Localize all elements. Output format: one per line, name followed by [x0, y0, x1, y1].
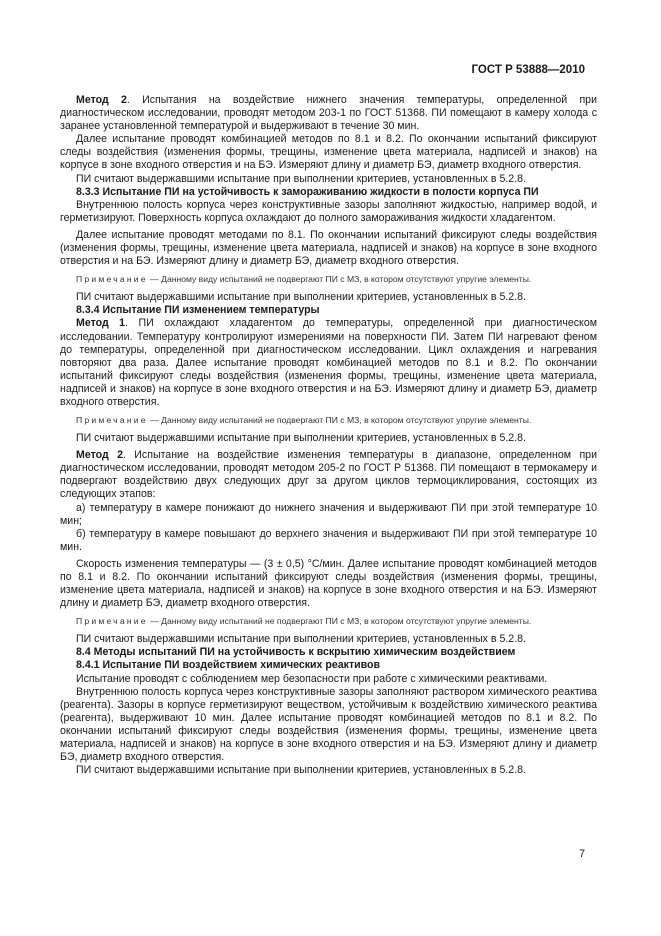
criteria-paragraph: ПИ считают выдержавшими испытание при выполнении критериев, установленных в 5.2.8.: [76, 291, 526, 304]
paragraph-text: . ПИ охлаждают хладагентом до температуры, определенной при диагностическом исследовании. Температуру контролируют измерениями на поверхности ПИ. Затем ПИ нагревают феном до температуры, определенной при диагностическом исследовании. Цикл охлаждения и нагревания повторяют два раза. Далее испытание проводят комбинацией методов по 8.1 и 8.2. По окончании испытаний фиксируют следы воздействия (изменения формы, трещины, изменение цвета материала, надписей и знаков) на корпусе в зоне входного отверстия и на БЭ. Измеряют длину и диаметр БЭ, диаметр входного отверстия.: [60, 317, 597, 408]
section-heading-8-4: 8.4 Методы испытаний ПИ на устойчивость к вскрытию химическим воздействием: [76, 646, 516, 659]
note-label: Примечание: [76, 274, 148, 285]
criteria-paragraph: ПИ считают выдержавшими испытание при выполнении критериев, установленных в 5.2.8.: [76, 172, 526, 185]
note-label: Примечание: [76, 616, 148, 627]
method2-change-paragraph: [60, 449, 597, 501]
list-item-b: б) температуру в камере повышают до верхнего значения и выдерживают ПИ при этой температуре 10 мин.: [60, 527, 597, 553]
method-label: Метод 2: [76, 449, 123, 462]
paragraph: Внутреннюю полость корпуса через конструктивные зазоры заполняют раствором химического реактива (реагента). Зазоры в корпусе герметизируют веществом, устойчивым к воздействию химического реактива (реагента), выдерживают 10 мин. Далее испытание проводят комбинацией методов по 8.1 и 8.2. По окончании испытаний фиксируют следы воздействия (изменения формы, трещины, изменение цвета материала, надписей и знаков) на корпусе в зоне входного отверстия и на БЭ. Измеряют длину и диаметр БЭ, диаметр входного отверстия.: [60, 685, 597, 764]
document-code: ГОСТ Р 53888—2010: [471, 64, 585, 76]
note: [60, 273, 597, 285]
note: [60, 414, 597, 426]
method-label: Метод 1: [76, 317, 126, 330]
page-body: [60, 94, 597, 777]
note-text: — Данному виду испытаний не подвергают ПИ с МЗ, в котором отсутствуют упругие элементы.: [147, 274, 532, 285]
paragraph: Внутреннюю полость корпуса через конструктивные зазоры заполняют жидкостью, например водой, и герметизируют. Поверхность корпуса охлаждают до полного замораживания жидкости хладагентом.: [60, 198, 597, 224]
paragraph: Скорость изменения температуры — (3 ± 0,5) °С/мин. Далее испытание проводят комбинацией методов по 8.1 и 8.2. По окончании испытаний фиксируют следы воздействия (изменения формы, трещины, изменение цвета материала, надписей и знаков) на корпусе в зоне входного отверстия и на БЭ. Измеряют длину и диаметр БЭ, диаметр входного отверстия.: [60, 557, 597, 610]
section-heading-8-3-3: 8.3.3 Испытание ПИ на устойчивость к замораживанию жидкости в полости корпуса ПИ: [76, 185, 539, 198]
method-label: Метод 2: [76, 94, 127, 106]
criteria-paragraph: ПИ считают выдержавшими испытание при выполнении критериев, установленных в 5.2.8.: [76, 633, 526, 646]
criteria-paragraph: ПИ считают выдержавшими испытание при выполнении критериев, установленных в 5.2.8.: [76, 432, 526, 445]
paragraph: Далее испытание проводят комбинацией методов по 8.1 и 8.2. По окончании испытаний фиксируют следы воздействия (изменения формы, трещины, изменение цвета материала, надписей и знаков) на корпусе в зоне входного отверстия и на БЭ. Измеряют длину и диаметр БЭ, диаметр входного отверстия.: [60, 133, 597, 172]
criteria-paragraph: ПИ считают выдержавшими испытание при выполнении критериев, установленных в 5.2.8.: [76, 764, 526, 777]
paragraph-text: . Испытания на воздействие нижнего значения температуры, определенной при диагностическом исследовании, проводят методом 203-1 по ГОСТ 51368. ПИ помещают в камеру холода с заранее установленной температурой и выдерживают в течение 30 мин.: [60, 94, 597, 133]
method1-paragraph: [60, 317, 597, 409]
section-heading-8-4-1: 8.4.1 Испытание ПИ воздействием химических реактивов: [76, 659, 381, 672]
note-text: — Данному виду испытаний не подвергают ПИ с МЗ, в котором отсутствуют упругие элементы.: [147, 616, 532, 627]
paragraph: Испытание проводят с соблюдением мер безопасности при работе с химическими реактивами.: [76, 672, 548, 685]
note-label: Примечание: [76, 415, 148, 426]
paragraph: Далее испытание проводят методами по 8.1. По окончании испытаний фиксируют следы воздействия (изменения формы, трещины, изменение цвета материала, надписей и знаков) на корпусе в зоне входного отверстия и на БЭ. Измеряют длину и диаметр БЭ, диаметр входного отверстия.: [60, 228, 597, 268]
note-text: — Данному виду испытаний не подвергают ПИ с МЗ, в котором отсутствуют упругие элементы.: [147, 415, 532, 426]
paragraph-text: . Испытание на воздействие изменения температуры в диапазоне, определенном при диагностическом исследовании, проводят методом 205-2 по ГОСТ Р 51368. ПИ помещают в термокамеру и подвергают воздействию двух следующих друг за другом циклов термоциклирования, состоящих из следующих этапов:: [60, 449, 597, 501]
page-number: 7: [579, 848, 585, 860]
list-item-a: а) температуру в камере понижают до нижнего значения и выдерживают ПИ при этой температуре 10 мин;: [60, 501, 597, 527]
method2-low-paragraph: [60, 94, 597, 133]
section-heading-8-3-4: 8.3.4 Испытание ПИ изменением температуры: [76, 304, 320, 317]
note: [60, 615, 597, 627]
